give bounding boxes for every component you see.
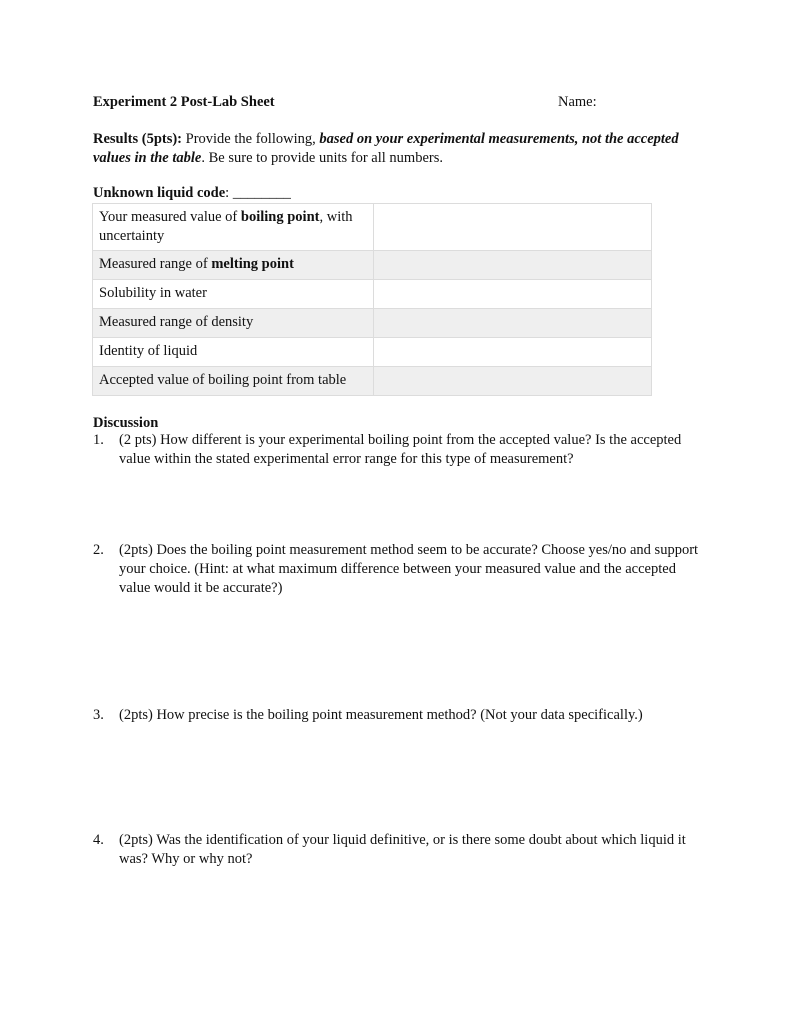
measured-boiling-point-cell[interactable] xyxy=(374,204,652,251)
results-emphasis: based on your experimental measurements, not the accepted values in the table xyxy=(93,131,679,166)
question-number: 4. xyxy=(93,832,104,848)
question-text: (2 pts) How different is your experimental boiling point from the accepted value? Is the accepted value within the stated experimental error range for this type of measurement? xyxy=(119,432,682,467)
question-text: (2pts) Does the boiling point measurement method seem to be accurate? Choose yes/no and support your choice. (Hint: at what maximum difference between your measured value and the accepted value would it be accurate?) xyxy=(119,542,699,596)
results-intro: Provide the following, xyxy=(182,131,320,147)
table-row xyxy=(93,280,652,309)
unknown-liquid-code xyxy=(93,184,291,203)
question-3 xyxy=(93,706,703,725)
label-bold-text: melting point xyxy=(211,256,294,272)
question-text: (2pts) How precise is the boiling point measurement method? (Not your data specifically.) xyxy=(119,707,643,723)
liquid-identity-cell[interactable] xyxy=(374,338,652,367)
table-row xyxy=(93,367,652,396)
table-row xyxy=(93,309,652,338)
answer-space-2[interactable] xyxy=(119,600,699,695)
question-2 xyxy=(93,541,703,598)
question-4 xyxy=(93,831,703,869)
label-text-post: , with uncertainty xyxy=(99,209,353,244)
results-instructions xyxy=(93,130,693,168)
discussion-heading: Discussion xyxy=(93,415,159,431)
question-1 xyxy=(93,431,703,469)
density-range-cell[interactable] xyxy=(374,309,652,338)
answer-space-1[interactable] xyxy=(119,472,699,532)
question-number: 3. xyxy=(93,707,104,723)
label-text: Your measured value of xyxy=(99,209,241,225)
results-table xyxy=(92,203,652,396)
unknown-code-label: Unknown liquid code xyxy=(93,185,226,201)
melting-point-range-cell[interactable] xyxy=(374,251,652,280)
answer-space-4[interactable] xyxy=(119,875,699,995)
table-row-label: Measured range of density xyxy=(93,309,374,338)
table-row xyxy=(93,204,652,251)
question-number: 2. xyxy=(93,542,104,558)
table-row-label xyxy=(93,204,374,251)
accepted-boiling-point-cell[interactable] xyxy=(374,367,652,396)
unknown-code-colon: : xyxy=(225,185,230,201)
question-number: 1. xyxy=(93,432,104,448)
label-text: Measured range of xyxy=(99,256,212,272)
table-row-label: Accepted value of boiling point from table xyxy=(93,367,374,396)
results-tail: . Be sure to provide units for all numbers. xyxy=(201,150,443,166)
solubility-cell[interactable] xyxy=(374,280,652,309)
name-label: Name: xyxy=(558,94,597,110)
answer-space-3[interactable] xyxy=(119,730,699,820)
table-row xyxy=(93,251,652,280)
results-heading: Results (5pts): xyxy=(93,131,183,147)
unknown-code-blank[interactable]: ________ xyxy=(229,185,291,201)
question-text: (2pts) Was the identification of your liquid definitive, or is there some doubt about which liquid it was? Why or why not? xyxy=(119,832,686,867)
table-row-label: Solubility in water xyxy=(93,280,374,309)
label-bold-text: boiling point xyxy=(240,209,320,225)
table-row-label: Identity of liquid xyxy=(93,338,374,367)
table-row xyxy=(93,338,652,367)
page-title: Experiment 2 Post-Lab Sheet xyxy=(93,94,275,110)
table-row-label xyxy=(93,251,374,280)
